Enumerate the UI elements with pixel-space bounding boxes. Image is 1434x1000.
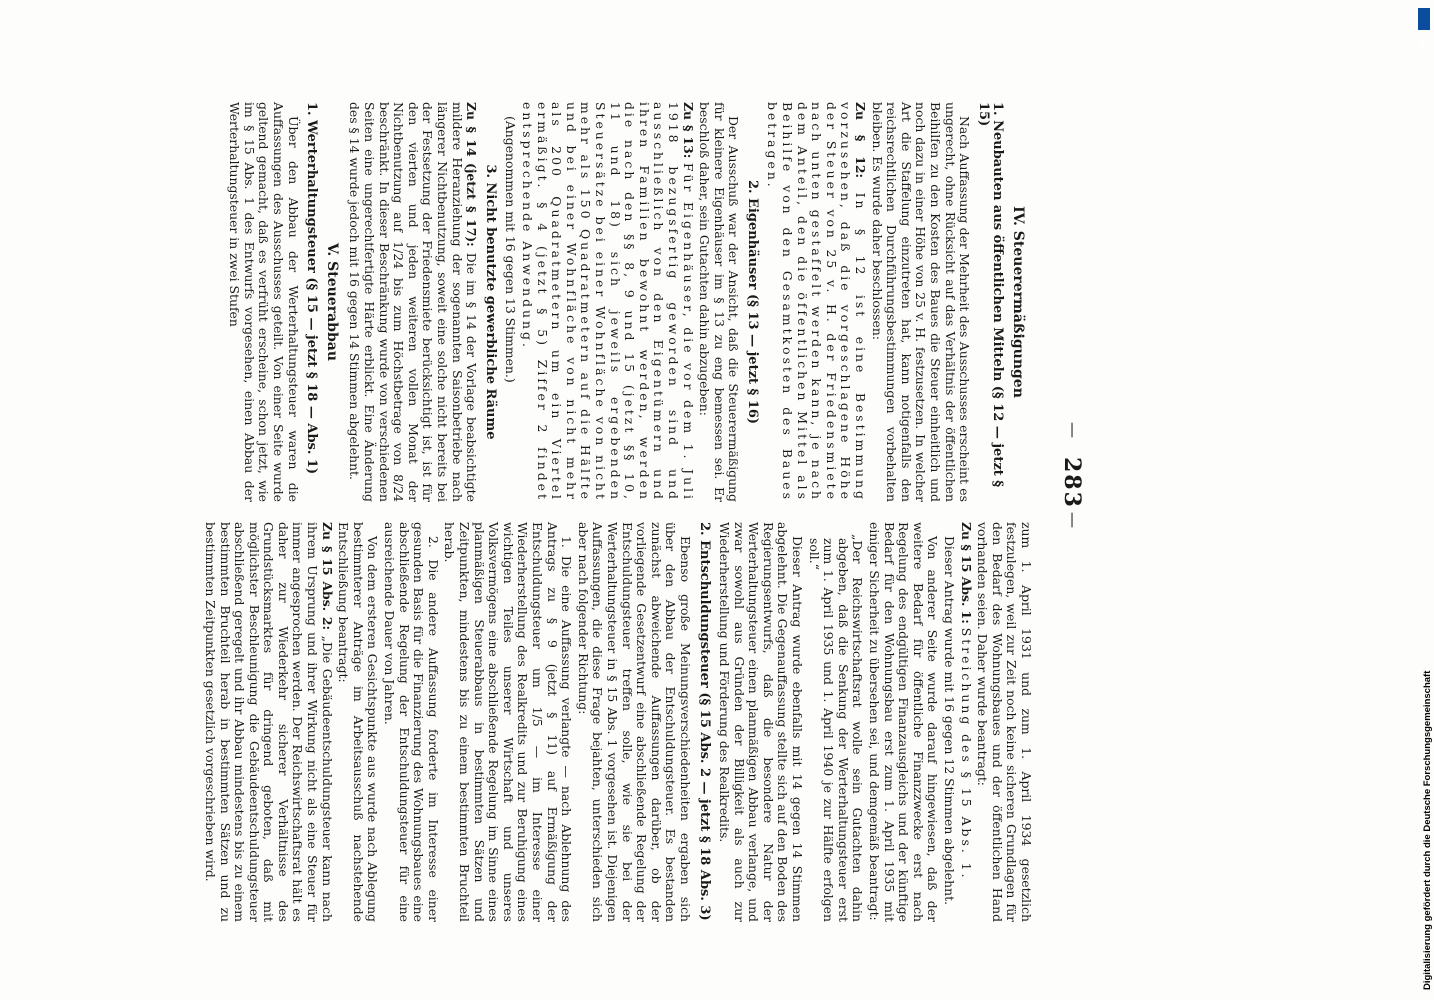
paragraph: 1. Die eine Auffassung verlangte — nach Ablehnung des Antrags zu § 9 (jetzt § 11) auf Ermäßigung der Entschuldungsteuer um 1/5 — im Interesse einer Wiederherstellung des Realkredits und zur Beruhigung eines wichtigen Teiles unserer Wirtschaft und unseres Volksvermögens eine abschließende Regelung im Sinne eines planmäßigen Steuerabbaus in bestimmten Sätzen und Zeitpunkten, mindestens bis zu einem bestimmten Bruchteil herab. [442,522,575,922]
paragraph: Ebenso große Meinungsverschiedenheiten ergaben sich über den Abbau der Entschuldungsteuer. Es bestanden zunächst abweichende Auffassungen darüber, ob der vorliegende Gesetzentwurf eine abschließende Regelung der Entschuldungsteuer treffen solle, wie sie bei der Werterhaltungsteuer in § 15 Abs. 1 vorgesehen ist. Diejenigen Auffassungen, die diese Frage bejahten, unterschieden sich aber nach folgender Richtung: [575,522,693,922]
subsection-5-title: 2. Entschuldungsteuer (§ 15 Abs. 2 — jetzt § 18 Abs. 3) [696,522,712,921]
proposal-text: Die im § 14 der Vorlage beabsichtigte mildere Heranziehung der sogenannten Saisonbetriebe nach längerer Nichtbenutzung, soweit eine solche nicht bereits bei der Festsetzung der Friedensmiete berücksichtigt ist, ist für den vierten und jeden weiteren vollen Monat der Nichtbenutzung auf 1/24 bis zum Höchstbetrage von 8/24 beschränkt. In dieser Beschränkung wurde von verschiedenen Seiten eine ungerechtfertigte Härte erblickt. Eine Änderung des § 14 wurde jedoch mit 16 gegen 14 Stimmen abgelehnt. [347,102,480,502]
proposal-label: Zu § 12: [853,102,869,179]
proposal-label: Zu § 15 Abs. 1: [958,522,974,624]
subsection-4-title: 1. Werterhaltungsteuer (§ 15 — jetzt § 18 — Abs. 1) [304,102,320,475]
paragraph: 2. Die andere Auffassung forderte im Interesse einer gesunden Basis für die Finanzierung des Wohnungsbaues eine abschließende Regelung der Entschuldungsteuer für eine ausreichende Dauer von Jahren. [382,522,441,922]
digitization-credit: Digitalisierung gefördert durch die Deutsche Forschungsgemeinschaft [1422,670,1433,990]
paragraph: zum 1. April 1931 und zum 1. April 1934 gesetzlich festzulegen, weil zur Zeit noch keine sicheren Grundlagen für den Bedarf des Wohnungsbaues und der öffentlichen Hand vorhanden seien. Daher wurde beantragt: [975,522,1034,922]
subsection-2-title: 2. Eigenhäuser (§ 13 — jetzt § 16) [744,179,760,425]
page-number-dash-right: — [1064,512,1083,528]
proposal-text: In § 12 ist eine Bestimmung vorzusehen, daß die vorgeschlagene Höhe der Steuer von 25 v. H. der Friedensmiete nach unten gestaffelt werden kann, je nach dem Anteil, den die öffentlichen Mittel als Beihilfe von den Gesamtkosten des Baues betragen. [765,102,869,502]
proposal-paragraph [202,522,333,922]
subsection-1-title: 1. Neubauten aus öffentlichen Mitteln (§ 12 — jetzt § 15) [975,102,1006,488]
subsection-3-title: 3. Nicht benutzte gewerbliche Räume [482,164,498,440]
paragraph: Nach Auffassung der Mehrheit des Ausschusses erscheint es ungerecht, ohne Rücksicht auf das Verhältnis der öffentlichen Beihilfen zu den Kosten des Baues die Steuer einheitlich und noch dazu in einer Höhe von 25 v. H. festzusetzen. In welcher Art die Staffelung einzutreten hat, kann notigenfalls den reichsrechtlichen Durchführungsbestimmungen vorbehalten bleiben. Es wurde daher beschlossen: [869,102,973,502]
proposal-paragraph [519,102,694,502]
proposal-paragraph [765,102,867,502]
vote-result: (Angenommen mit 16 gegen 13 Stimmen.) [503,116,519,383]
paragraph: Von anderer Seite wurde darauf hingewiesen, daß der weitere Bedarf für öffentliche Finanzzwecke erst nach Regelung des endgültigen Finanzausgleichs und der künftige Bedarf für den Wohnungsbau erst zum 1. April 1935 mit einiger Sicherheit zu übersehen sei, und demgemäß beantragt: [867,522,941,922]
proposal-label: Zu § 14 (jetzt § 17): [464,102,480,247]
left-column [225,102,1033,502]
dfg-logo [1418,8,1430,30]
proposal-paragraph [958,522,973,922]
page-number-dash-left: — [1064,422,1083,438]
proposal-text: Für Eigenhäuser, die vor dem 1. Juli 1918 bezugsfertig geworden sind und ausschließlich von den Eigentümern und ihren Familien bewohnt werden, werden die nach den §§ 8, 9 und 15 (jetzt §§ 10, 11 und 18) sich jeweils ergebenden Steuersätze bei einer Wohnfläche von nicht mehr als 150 Quadratmetern auf die Hälfte und bei einer Wohnfläche von nicht mehr als 200 Quadratmetern um ein Viertel ermäßigt. § 4 (jetzt § 5) Ziffer 2 findet entsprechende Anwendung. [520,102,696,502]
proposal-label: Zu § 15 Abs. 2: [319,522,335,631]
paragraph: Dieser Antrag wurde ebenfalls mit 14 gegen 14 Stimmen abgelehnt. Die Gegenauffassung stellte sich auf den Boden des Regierungsentwurfs, daß die besondere Natur der Werterhaltungsteuer einen planmäßigen Abbau verlange, und zwar sowohl aus Gründen der Billigkeit als auch zur Wiederherstellung und Förderung des Realkredits. [717,522,806,922]
proposal-paragraph [347,102,478,502]
quoted-proposal: „Der Reichswirtschaftsrat wolle sein Gutachten dahin abgeben, daß die Senkung der Werterhaltungsteuer erst zum 1. April 1935 und 1. April 1940 je zur Hälfte erfolgen soll.“ [806,534,866,922]
page-number: 283 [1059,457,1085,509]
section-iv-title: IV. Steuerermäßigungen [1010,206,1026,398]
dfg-logo-text: DFG [1418,35,1427,52]
paragraph: Über den Abbau der Werterhaltungsteuer waren die Auffassungen des Ausschusses geteilt. Von einer Seite wurde geltend gemacht, daß es verfrüht erscheine, schon jetzt, wie im § 15 Abs. 1 des Entwurfs vorgesehen, einen Abbau der Werterhaltungsteuer in zwei Stufen [227,102,301,502]
proposal-text: „Die Gebäudeentschuldungsteuer kann nach ihrem Ursprung und ihrer Wirkung nicht als eine Steuer für immer angesprochen werden. Der Reichswirtschaftsrat hält es daher zur Wiederkehr sicherer Verhältnisse des Grundstücksmarktes für dringend geboten, daß mit möglichster Beschleunigung die Gebäudeentschuldungsteuer abschließend geregelt und ihr Abbau mindestens bis zu einem bestimmten Bruchteil herab in bestimmten Sätzen und zu bestimmten Zeitpunkten gesetzlich vorgeschrieben wird. [202,522,335,922]
proposal-text: Streichung des § 15 Abs. 1. [958,627,974,881]
proposal-label: Zu § 13: [680,102,696,159]
section-v-title: V. Steuerabbau [323,242,340,361]
right-column [200,522,1033,922]
rotated-document-page [0,62,1095,942]
paragraph: Von dem ersteren Gesichtspunkte aus wurde nach Ablegung bestimmterer Anträge im Arbeitsausschuß nachstehende Entschließung beantragt: [336,522,381,922]
paragraph: Der Ausschuß war der Ansicht, daß die Steuerermäßigung für kleinere Eigenhäuser im § 13 zu eng bemessen sei. Er beschloß daher, sein Gutachten dahin abzugeben: [697,102,742,502]
paragraph: Dieser Antrag wurde mit 16 gegen 12 Stimmen abgelehnt. [942,536,958,906]
